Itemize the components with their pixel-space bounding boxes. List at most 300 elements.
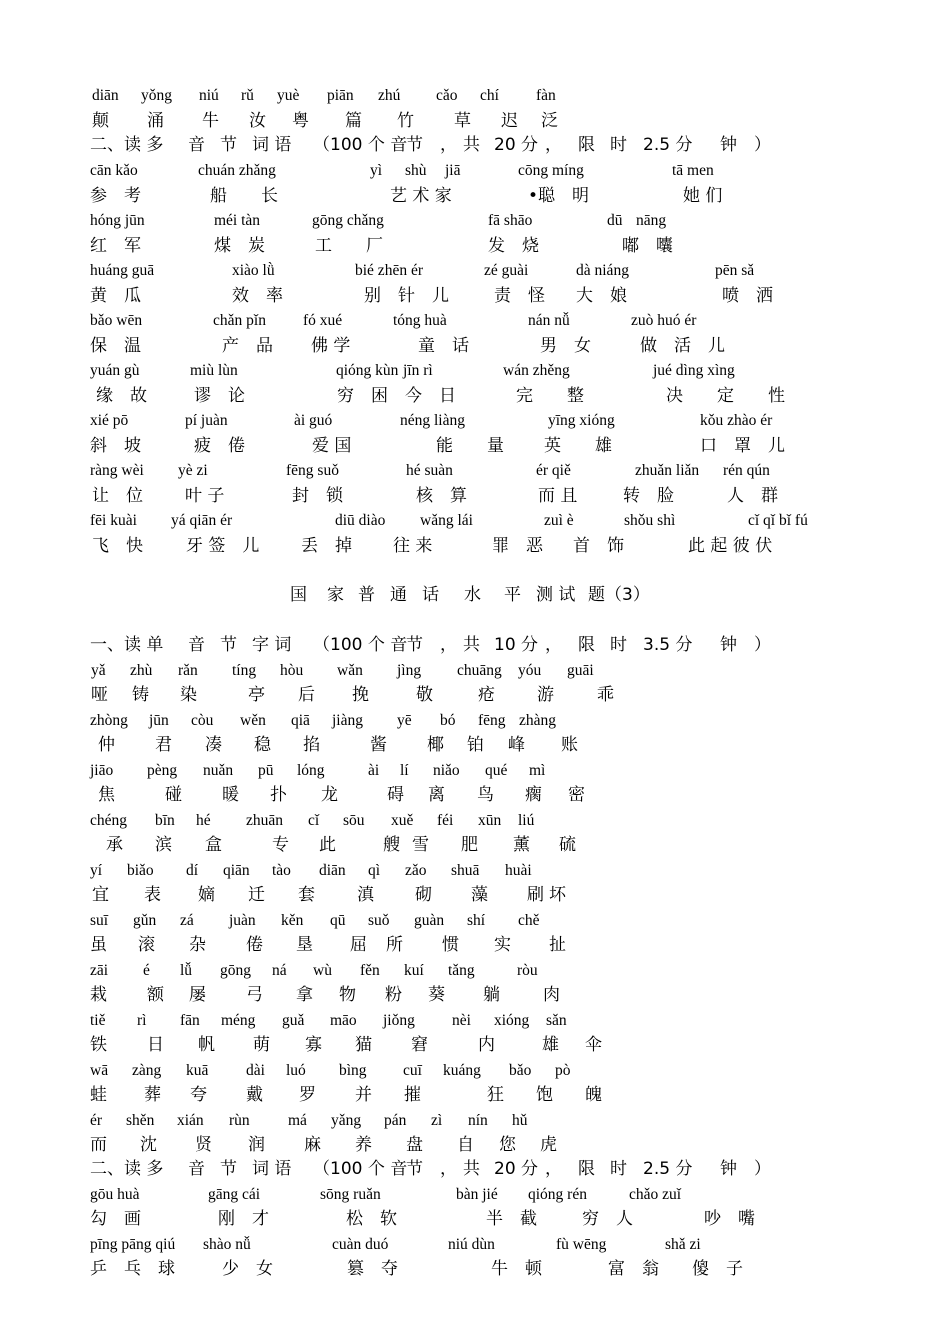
hanzi-text: 牛 顿 — [491, 1259, 542, 1279]
heading-text: 词 语 — [252, 1159, 292, 1179]
pinyin-text: biǎo — [127, 862, 154, 879]
hanzi-text: 峰 — [508, 735, 525, 755]
hanzi-text: 她 们 — [683, 186, 723, 206]
pinyin-row — [0, 310, 950, 336]
pinyin-row — [0, 910, 950, 936]
pinyin-text: xiào lǜ — [232, 262, 275, 279]
hanzi-text: 离 — [428, 785, 445, 805]
hanzi-text: 决 定 性 — [666, 386, 785, 406]
heading-text: 20 分 — [494, 1159, 539, 1179]
pinyin-text: ér qiě — [536, 462, 571, 479]
pinyin-text: nāng — [636, 212, 667, 229]
pinyin-text: zhàng — [519, 712, 557, 729]
hanzi-text: 首 饰 — [573, 536, 624, 556]
hanzi-text: 伞 — [585, 1035, 602, 1055]
hanzi-text: 人 群 — [727, 486, 778, 506]
pinyin-text: shí — [467, 912, 486, 929]
pinyin-text: zhù — [130, 662, 153, 679]
hanzi-text: 男 女 — [540, 336, 591, 356]
pinyin-text: nín — [468, 1112, 488, 1129]
pinyin-row — [0, 860, 950, 886]
pinyin-text: shǒu shì — [624, 512, 676, 529]
hanzi-text: 垦 — [296, 935, 313, 955]
pinyin-text: rì — [137, 1012, 147, 1029]
hanzi-text: 暖 — [222, 785, 239, 805]
hanzi-text: 吵 嘴 — [704, 1209, 755, 1229]
hanzi-text: 雄 — [542, 1035, 559, 1055]
pinyin-text: diān — [319, 862, 346, 879]
pinyin-text: cuī — [403, 1062, 422, 1079]
pinyin-row — [0, 1234, 950, 1260]
pinyin-text: zì — [431, 1112, 443, 1129]
hanzi-text: 夸 — [190, 1085, 207, 1105]
pinyin-text: diān — [92, 87, 119, 104]
pinyin-text: má — [288, 1112, 307, 1129]
pinyin-text: wǎng lái — [420, 512, 473, 529]
hanzi-text: 掐 — [303, 735, 320, 755]
heading-text: 10 分 — [494, 635, 539, 655]
pinyin-text: mì — [529, 762, 546, 779]
heading-text: 时 — [610, 635, 627, 655]
pinyin-text: shù — [405, 162, 427, 179]
heading-text: 2.5 分 — [643, 135, 693, 155]
hanzi-text: 富 翁 — [608, 1259, 659, 1279]
hanzi-text: 让 位 — [92, 486, 143, 506]
hanzi-text: 罪 恶 — [492, 536, 543, 556]
hanzi-text: 迁 — [248, 885, 265, 905]
hanzi-text: 虽 — [90, 935, 107, 955]
pinyin-text: jiàng — [332, 712, 363, 729]
heading-text: ） — [754, 635, 771, 655]
pinyin-text: piān — [327, 87, 354, 104]
hanzi-text: 能 量 — [436, 436, 504, 456]
hanzi-text: 煤 炭 — [214, 236, 265, 256]
hanzi-text: 牛 — [202, 111, 219, 131]
hanzi-text: 此 起 彼 伏 — [688, 536, 773, 556]
pinyin-text: bǎo wēn — [90, 312, 143, 329]
hanzi-text: 乒 乓 球 — [90, 1259, 175, 1279]
hanzi-text: 躺 — [483, 985, 500, 1005]
pinyin-text: wán zhěng — [503, 362, 570, 379]
pinyin-text: yè zi — [178, 462, 208, 479]
pinyin-text: sōng ruǎn — [320, 1186, 381, 1203]
pinyin-text: shào nǚ — [203, 1236, 251, 1253]
heading-text: （100 个 音 — [313, 635, 408, 655]
heading-text: ， — [440, 635, 457, 655]
pinyin-text: bàn jié — [456, 1186, 498, 1203]
hanzi-text: 完 整 — [516, 386, 584, 406]
hanzi-row — [0, 984, 950, 1010]
hanzi-text: 丢 掉 — [301, 536, 352, 556]
hanzi-text: 保 温 — [90, 336, 141, 356]
hanzi-text: 所 — [386, 935, 403, 955]
heading-text: 时 — [610, 1159, 627, 1179]
pinyin-text: tiě — [90, 1012, 106, 1029]
pinyin-text: zàng — [132, 1062, 162, 1079]
heading-text: 音 — [188, 635, 205, 655]
hanzi-text: 挽 — [352, 685, 369, 705]
pinyin-text: zāi — [90, 962, 109, 979]
hanzi-text: 自 — [457, 1135, 474, 1155]
pinyin-text: méi tàn — [214, 212, 261, 229]
hanzi-text: 核 算 — [416, 486, 467, 506]
hanzi-text: 滨 — [155, 835, 172, 855]
pinyin-text: chě — [518, 912, 540, 929]
hanzi-text: 勾 画 — [90, 1209, 141, 1229]
pinyin-text: guǎ — [282, 1012, 305, 1029]
hanzi-text: 密 — [568, 785, 585, 805]
hanzi-text: 发 烧 — [488, 236, 539, 256]
pinyin-text: yǒng — [141, 87, 172, 104]
hanzi-row — [0, 485, 950, 511]
pinyin-text: yē — [397, 712, 412, 729]
pinyin-text: ràng wèi — [90, 462, 144, 479]
hanzi-text: 此 — [319, 835, 336, 855]
hanzi-text: 穷 人 — [582, 1209, 633, 1229]
pinyin-text: xié pō — [90, 412, 129, 429]
pinyin-text: pò — [555, 1062, 571, 1079]
hanzi-text: 日 — [147, 1035, 164, 1055]
hanzi-text: 而 且 — [538, 486, 578, 506]
hanzi-row — [0, 734, 950, 760]
pinyin-text: hé — [196, 812, 211, 829]
pinyin-text: niú — [199, 87, 219, 104]
pinyin-text: zuì è — [544, 512, 574, 529]
pinyin-text: zhuān — [246, 812, 284, 829]
hanzi-text: 松 软 — [346, 1209, 397, 1229]
pinyin-row — [0, 85, 950, 111]
heading-text: 节 — [406, 1159, 423, 1179]
hanzi-row — [0, 884, 950, 910]
hanzi-text: 润 — [248, 1135, 265, 1155]
hanzi-text: 鸟 — [477, 785, 494, 805]
hanzi-text: 薰 — [513, 835, 530, 855]
hanzi-text: 盒 — [205, 835, 222, 855]
pinyin-text: còu — [191, 712, 214, 729]
pinyin-text: zhuǎn liǎn — [635, 462, 700, 479]
pinyin-text: ná — [272, 962, 287, 979]
hanzi-text: 少 女 — [222, 1259, 273, 1279]
pinyin-text: wěn — [240, 712, 266, 729]
pinyin-text: kuí — [404, 962, 424, 979]
hanzi-text: 转 脸 — [623, 486, 674, 506]
hanzi-text: 艺 术 家 — [390, 186, 452, 206]
hanzi-text: 滇 — [357, 885, 374, 905]
hanzi-row — [0, 1208, 950, 1234]
hanzi-text: 并 — [355, 1085, 372, 1105]
hanzi-text: 封 锁 — [292, 486, 343, 506]
hanzi-text: 扯 — [549, 935, 566, 955]
pinyin-text: kěn — [281, 912, 304, 929]
hanzi-row — [0, 934, 950, 960]
pinyin-text: juàn — [229, 912, 256, 929]
hanzi-text: 寡 — [305, 1035, 322, 1055]
heading-text: 测 试 — [536, 585, 576, 605]
pinyin-text: niú dùn — [448, 1236, 495, 1253]
pinyin-text: pèng — [147, 762, 178, 779]
pinyin-text: māo — [330, 1012, 357, 1029]
pinyin-text: liú — [518, 812, 535, 829]
hanzi-text: 喷 洒 — [722, 286, 773, 306]
pinyin-row — [0, 1184, 950, 1210]
pinyin-text: pū — [258, 762, 274, 779]
hanzi-row — [0, 1134, 950, 1160]
hanzi-text: 刚 才 — [218, 1209, 269, 1229]
pinyin-text: sōu — [343, 812, 365, 829]
hanzi-text: 魄 — [585, 1085, 602, 1105]
pinyin-text: shǎ zi — [665, 1236, 701, 1253]
pinyin-text: kuáng — [443, 1062, 481, 1079]
pinyin-text: zuò huó ér — [631, 312, 697, 329]
pinyin-text: pēn sǎ — [715, 262, 755, 279]
pinyin-text: cuàn duó — [332, 1236, 389, 1253]
pinyin-text: suī — [90, 912, 109, 929]
pinyin-text: zé guài — [484, 262, 529, 279]
heading-text: 二、读 多 — [90, 1159, 164, 1179]
hanzi-text: 参 考 — [90, 186, 141, 206]
pinyin-text: kuā — [186, 1062, 209, 1079]
heading-text: 钟 — [720, 635, 737, 655]
hanzi-text: 汝 — [249, 111, 266, 131]
pinyin-row — [0, 1010, 950, 1036]
hanzi-text: 疮 — [478, 685, 495, 705]
hanzi-text: 狂 — [487, 1085, 504, 1105]
pinyin-text: bīn — [155, 812, 175, 829]
hanzi-text: 爱 国 — [312, 436, 352, 456]
pinyin-text: fù wēng — [556, 1236, 607, 1253]
pinyin-text: lóng — [297, 762, 325, 779]
pinyin-text: xióng — [494, 1012, 530, 1029]
pinyin-text: tào — [272, 862, 291, 879]
hanzi-text: 专 — [272, 835, 289, 855]
hanzi-row — [0, 834, 950, 860]
hanzi-text: 贤 — [195, 1135, 212, 1155]
hanzi-text: 往 来 — [393, 536, 433, 556]
hanzi-text: 斜 坡 — [90, 436, 141, 456]
hanzi-text: 草 — [454, 111, 471, 131]
heading-text: 共 — [463, 1159, 480, 1179]
pinyin-text: qiān — [223, 862, 250, 879]
pinyin-row — [0, 260, 950, 286]
pinyin-text: pán — [384, 1112, 407, 1129]
heading-text: 时 — [610, 135, 627, 155]
pinyin-text: ròu — [517, 962, 538, 979]
pinyin-text: wǎn — [337, 662, 363, 679]
hanzi-text: 葬 — [144, 1085, 161, 1105]
hanzi-text: 船 长 — [210, 186, 278, 206]
pinyin-row — [0, 810, 950, 836]
hanzi-text: 傻 子 — [692, 1259, 743, 1279]
heading-text: 共 — [463, 135, 480, 155]
heading-text: 钟 — [720, 1159, 737, 1179]
pinyin-text: qū — [330, 912, 346, 929]
heading-text: 普 — [358, 585, 375, 605]
pinyin-row — [0, 760, 950, 786]
pinyin-text: tā men — [672, 162, 714, 179]
pinyin-text: sǎn — [546, 1012, 567, 1029]
pinyin-text: qì — [368, 862, 381, 879]
hanzi-text: 窘 — [411, 1035, 428, 1055]
pinyin-row — [0, 960, 950, 986]
heading-text: 限 — [578, 635, 595, 655]
pinyin-text: yǎ — [91, 662, 106, 679]
hanzi-text: 而 — [90, 1135, 107, 1155]
hanzi-text: 刷 — [527, 885, 544, 905]
pinyin-text: chǎn pǐn — [213, 312, 266, 329]
pinyin-text: shěn — [126, 1112, 155, 1129]
hanzi-text: 效 率 — [232, 286, 283, 306]
heading-text: ， — [440, 1159, 457, 1179]
hanzi-text: 杂 — [189, 935, 206, 955]
hanzi-row — [0, 784, 950, 810]
hanzi-text: 酱 — [370, 735, 387, 755]
pinyin-text: ài guó — [294, 412, 333, 429]
section-heading — [0, 1158, 950, 1184]
pinyin-text: tíng — [232, 662, 257, 679]
hanzi-text: 口 罩 儿 — [700, 436, 785, 456]
hanzi-text: 硫 — [559, 835, 576, 855]
pinyin-text: hé suàn — [406, 462, 453, 479]
heading-text: 节 — [406, 135, 423, 155]
hanzi-text: 涌 — [147, 111, 164, 131]
pinyin-text: hǔ — [512, 1112, 528, 1129]
pinyin-text: jīn rì — [403, 362, 433, 379]
pinyin-text: lí — [400, 762, 409, 779]
pinyin-text: fā shāo — [488, 212, 533, 229]
heading-text: 家 — [327, 585, 344, 605]
hanzi-text: 砌 — [415, 885, 432, 905]
hanzi-text: 颠 — [92, 111, 109, 131]
hanzi-text: 敬 — [416, 685, 433, 705]
hanzi-text: 倦 — [246, 935, 263, 955]
pinyin-text: yǎng — [331, 1112, 362, 1129]
pinyin-text: rǔ — [241, 87, 254, 104]
pinyin-text: qiā — [291, 712, 310, 729]
hanzi-text: 工 厂 — [315, 236, 383, 256]
pinyin-text: cān kǎo — [90, 162, 138, 179]
pinyin-row — [0, 510, 950, 536]
hanzi-text: 粉 — [385, 985, 402, 1005]
hanzi-text: 仲 — [98, 735, 115, 755]
hanzi-row — [0, 335, 950, 361]
pinyin-text: gōng chǎng — [312, 212, 384, 229]
hanzi-text: 盘 — [406, 1135, 423, 1155]
pinyin-text: hòu — [280, 662, 304, 679]
hanzi-text: 篇 — [345, 111, 362, 131]
pinyin-text: wù — [313, 962, 332, 979]
pinyin-text: jūn — [149, 712, 169, 729]
pinyin-text: wā — [90, 1062, 109, 1079]
pinyin-text: nèi — [452, 1012, 471, 1029]
hanzi-text: 帆 — [198, 1035, 215, 1055]
hanzi-text: 坏 — [549, 885, 566, 905]
pinyin-text: xūn — [478, 812, 502, 829]
hanzi-text: 迟 — [501, 111, 518, 131]
pinyin-text: gōng — [220, 962, 251, 979]
hanzi-row — [0, 1258, 950, 1284]
pinyin-text: xián — [177, 1112, 204, 1129]
hanzi-text: 红 军 — [90, 236, 141, 256]
hanzi-text: 滚 — [138, 935, 155, 955]
hanzi-text: 麻 — [304, 1135, 321, 1155]
pinyin-text: chuāng — [457, 662, 502, 679]
pinyin-text: zhòng — [90, 712, 128, 729]
heading-text: 话 — [422, 585, 439, 605]
pinyin-text: cǐ qǐ bǐ fú — [748, 512, 808, 529]
hanzi-text: 后 — [298, 685, 315, 705]
pinyin-text: zá — [180, 912, 194, 929]
hanzi-text: 乖 — [597, 685, 614, 705]
pinyin-text: luó — [286, 1062, 306, 1079]
hanzi-text: 账 — [561, 735, 578, 755]
pinyin-text: fěn — [360, 962, 380, 979]
hanzi-text: 泛 — [541, 111, 558, 131]
pinyin-text: yí — [90, 862, 103, 879]
hanzi-text: 半 截 — [486, 1209, 537, 1229]
hanzi-text: 叶 子 — [185, 486, 225, 506]
hanzi-text: 英 雄 — [544, 436, 612, 456]
heading-text: 字 词 — [252, 635, 292, 655]
pinyin-text: fān — [180, 1012, 200, 1029]
hanzi-text: 艘 — [383, 835, 400, 855]
hanzi-text: 佛 学 — [311, 336, 351, 356]
pinyin-row — [0, 1060, 950, 1086]
heading-text: 音 — [188, 1159, 205, 1179]
pinyin-text: tóng huà — [393, 312, 447, 329]
pinyin-text: dài — [246, 1062, 265, 1079]
hanzi-text: 牙 签 儿 — [186, 536, 260, 556]
hanzi-text: 大 娘 — [576, 286, 627, 306]
pinyin-text: pí juàn — [185, 412, 228, 429]
heading-text: ， — [545, 635, 562, 655]
hanzi-row — [0, 684, 950, 710]
pinyin-text: néng liàng — [400, 412, 465, 429]
pinyin-row — [0, 1110, 950, 1136]
pinyin-text: gǔn — [133, 912, 157, 929]
pinyin-text: bié zhēn ér — [355, 262, 423, 279]
hanzi-text: 养 — [355, 1135, 372, 1155]
pinyin-row — [0, 460, 950, 486]
pinyin-text: rǎn — [178, 662, 198, 679]
heading-text: 钟 — [720, 135, 737, 155]
pinyin-text: lǚ — [180, 962, 193, 979]
heading-text: 词 语 — [252, 135, 292, 155]
hanzi-text: 黄 瓜 — [90, 286, 141, 306]
pinyin-text: kǒu zhào ér — [700, 412, 773, 429]
hanzi-text: 承 — [106, 835, 123, 855]
heading-text: ， — [545, 135, 562, 155]
pinyin-row — [0, 360, 950, 386]
pinyin-text: dà niáng — [576, 262, 629, 279]
pinyin-text: jiāo — [90, 762, 114, 779]
hanzi-text: 铂 — [467, 735, 484, 755]
heading-text: 2.5 分 — [643, 1159, 693, 1179]
heading-text: ， — [440, 135, 457, 155]
hanzi-text: 戴 — [246, 1085, 263, 1105]
heading-text: 共 — [463, 635, 480, 655]
hanzi-text: 嫡 — [198, 885, 215, 905]
pinyin-text: jìng — [397, 662, 422, 679]
hanzi-text: 缘 故 — [96, 386, 147, 406]
hanzi-text: 碰 — [165, 785, 182, 805]
hanzi-text: 扑 — [270, 785, 287, 805]
hanzi-row — [0, 185, 950, 211]
hanzi-text: 萌 — [253, 1035, 270, 1055]
heading-text: 限 — [578, 1159, 595, 1179]
pinyin-text: bǎo — [509, 1062, 532, 1079]
hanzi-text: 表 — [144, 885, 161, 905]
hanzi-text: 拿 — [296, 985, 313, 1005]
